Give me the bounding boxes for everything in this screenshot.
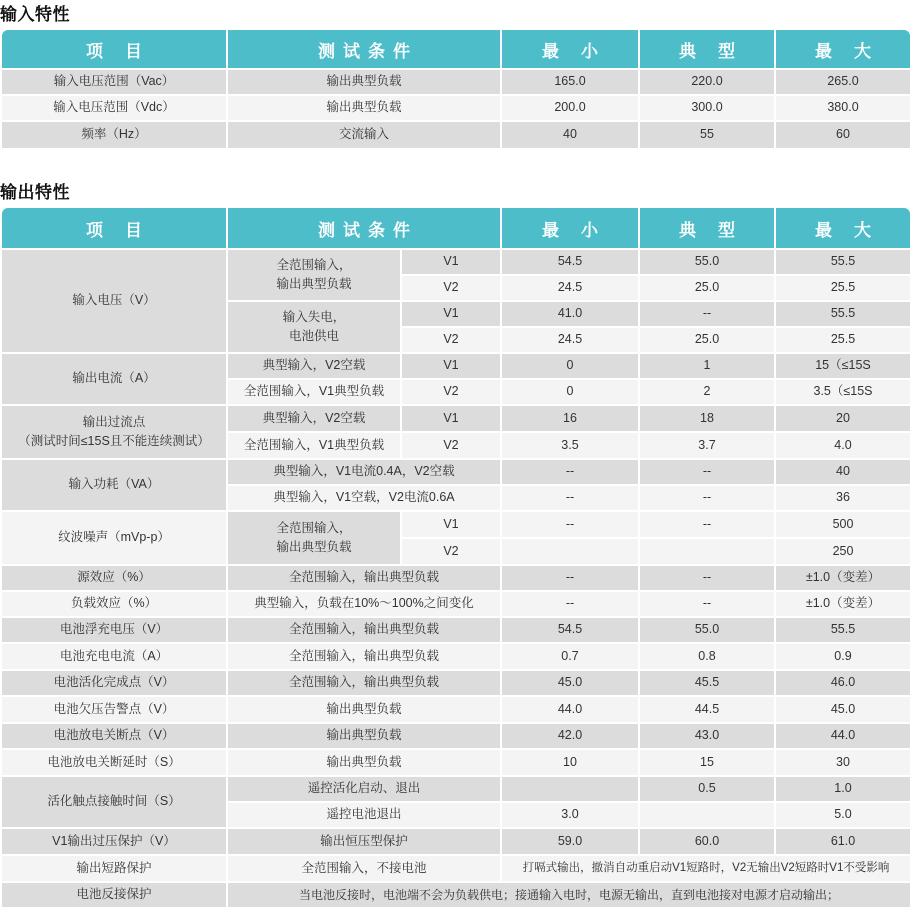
output-header-max: 最 大: [776, 208, 910, 248]
input-header-max: 最 大: [776, 30, 910, 68]
value-min: --: [502, 512, 638, 537]
value-max: 3.5（≤15S: [776, 380, 910, 404]
channel-v2: V2: [402, 380, 500, 404]
value-typ: 25.0: [640, 328, 774, 352]
input-row-min: 165.0: [502, 70, 638, 94]
output-header-item: 项 目: [2, 208, 226, 248]
value-min: --: [502, 460, 638, 484]
condition-line: 输入失电，: [282, 309, 346, 324]
condition-cell: 典型输入，V2空载: [228, 406, 400, 431]
condition-line: 全范围输入，: [276, 520, 352, 535]
condition-cell: 遥控活化启动、退出: [228, 777, 500, 801]
value-min: 54.5: [502, 618, 638, 642]
condition-cell: 全范围输入，输出典型负载: [228, 618, 500, 642]
condition-cell: [228, 302, 400, 352]
item-source-effect: 源效应（%）: [2, 566, 226, 590]
value-max: 25.5: [776, 276, 910, 300]
channel-v1: V1: [402, 302, 500, 326]
value-max: 15（≤15S: [776, 354, 910, 378]
output-header-min: 最 小: [502, 208, 638, 248]
input-row-condition: 输出典型负载: [228, 96, 500, 120]
value-min: [502, 539, 638, 564]
value-max: 46.0: [776, 671, 910, 695]
output-header-typ: 典 型: [640, 208, 774, 248]
value-max: 500: [776, 512, 910, 537]
condition-cell: 典型输入，V1电流0.4A，V2空载: [228, 460, 500, 484]
value-max: 45.0: [776, 697, 910, 722]
item-ripple-noise: 纹波噪声（mVp-p）: [2, 512, 226, 564]
condition-line: 输出典型负载: [276, 277, 352, 291]
condition-cell: 全范围输入，输出典型负载: [228, 566, 500, 590]
value-max: ±1.0（变差）: [776, 592, 910, 616]
item-float-voltage: 电池浮充电压（V）: [2, 618, 226, 642]
value-min: 16: [502, 406, 638, 431]
input-header-typ: 典 型: [640, 30, 774, 68]
value-min: 3.0: [502, 803, 638, 827]
value-max: 36: [776, 486, 910, 510]
item-charge-current: 电池充电电流（A）: [2, 644, 226, 669]
channel-v1: V1: [402, 512, 500, 537]
channel-v2: V2: [402, 276, 500, 300]
condition-cell: 典型输入，负载在10%～100%之间变化: [228, 592, 500, 616]
input-row-condition: 输出典型负载: [228, 70, 500, 94]
value-min: --: [502, 486, 638, 510]
item-output-current: 输出电流（A）: [2, 354, 226, 404]
value-typ: 3.7: [640, 433, 774, 458]
condition-cell: 全范围输入，V1典型负载: [228, 380, 400, 404]
item-overvoltage-protection: V1输出过压保护（V）: [2, 829, 226, 854]
value-typ: 0.8: [640, 644, 774, 669]
channel-v2: V2: [402, 539, 500, 564]
value-typ: 44.5: [640, 697, 774, 722]
channel-v2: V2: [402, 328, 500, 352]
value-typ: 60.0: [640, 829, 774, 854]
item-load-effect: 负载效应（%）: [2, 592, 226, 616]
item-discharge-delay: 电池放电关断延时（S）: [2, 750, 226, 775]
input-row-max: 380.0: [776, 96, 910, 120]
condition-cell: [228, 250, 400, 300]
value-typ: 55.0: [640, 250, 774, 274]
value-typ: 2: [640, 380, 774, 404]
input-row-condition: 交流输入: [228, 122, 500, 148]
output-section-title: 输出特性: [0, 183, 70, 203]
input-header-condition: 测试条件: [228, 30, 500, 68]
input-row-typ: 220.0: [640, 70, 774, 94]
value-typ: 55.0: [640, 618, 774, 642]
value-min: 0: [502, 354, 638, 378]
output-header-condition: 测试条件: [228, 208, 500, 248]
value-min: 0.7: [502, 644, 638, 669]
input-row-min: 40: [502, 122, 638, 148]
condition-cell: 遥控电池退出: [228, 803, 500, 827]
input-row-max: 60: [776, 122, 910, 148]
item-overcurrent-note: （测试时间≤15S且不能连续测试）: [18, 434, 210, 448]
condition-cell: 全范围输入，不接电池: [228, 856, 500, 881]
item-contact-time: 活化触点接触时间（S）: [2, 777, 226, 827]
item-overcurrent-label: 输出过流点: [82, 414, 146, 429]
input-row-typ: 300.0: [640, 96, 774, 120]
item-discharge-cutoff: 电池放电关断点（V）: [2, 724, 226, 748]
value-min: 10: [502, 750, 638, 775]
value-max: 55.5: [776, 250, 910, 274]
value-typ: [640, 539, 774, 564]
value-typ: 0.5: [640, 777, 774, 801]
value-typ: 45.5: [640, 671, 774, 695]
value-max: 44.0: [776, 724, 910, 748]
value-max: 30: [776, 750, 910, 775]
value-max: 40: [776, 460, 910, 484]
value-min: 3.5: [502, 433, 638, 458]
item-battery-reverse: 电池反接保护: [2, 883, 226, 907]
value-max: 4.0: [776, 433, 910, 458]
value-min: 54.5: [502, 250, 638, 274]
item-short-circuit: 输出短路保护: [2, 856, 226, 881]
input-row-item: 输入电压范围（Vdc）: [2, 96, 226, 120]
condition-line: 输出典型负载: [276, 540, 352, 554]
input-header-item: 项 目: [2, 30, 226, 68]
value-min: 42.0: [502, 724, 638, 748]
value-typ: --: [640, 486, 774, 510]
item-input-voltage: 输入电压（V）: [2, 250, 226, 352]
value-max: 61.0: [776, 829, 910, 854]
input-header-min: 最 小: [502, 30, 638, 68]
value-min: [502, 777, 638, 801]
channel-v1: V1: [402, 354, 500, 378]
value-min: 45.0: [502, 671, 638, 695]
channel-v1: V1: [402, 406, 500, 431]
input-row-item: 频率（Hz）: [2, 122, 226, 148]
input-row-max: 265.0: [776, 70, 910, 94]
value-typ: 43.0: [640, 724, 774, 748]
channel-v2: V2: [402, 433, 500, 458]
condition-cell: 输出典型负载: [228, 697, 500, 722]
value-min: 24.5: [502, 328, 638, 352]
value-typ: --: [640, 512, 774, 537]
value-min: 41.0: [502, 302, 638, 326]
condition-cell: 输出恒压型保护: [228, 829, 500, 854]
value-min: 24.5: [502, 276, 638, 300]
item-activation-complete: 电池活化完成点（V）: [2, 671, 226, 695]
value-max: 250: [776, 539, 910, 564]
value-typ: 25.0: [640, 276, 774, 300]
value-min: --: [502, 566, 638, 590]
value-min: --: [502, 592, 638, 616]
condition-cell: 输出典型负载: [228, 750, 500, 775]
input-row-item: 输入电压范围（Vac）: [2, 70, 226, 94]
condition-cell: 典型输入，V2空载: [228, 354, 400, 378]
condition-line: 全范围输入，: [276, 257, 352, 272]
value-max: 1.0: [776, 777, 910, 801]
condition-line: 电池供电: [288, 329, 339, 343]
value-min: 44.0: [502, 697, 638, 722]
condition-cell: 全范围输入，输出典型负载: [228, 671, 500, 695]
value-min: 0: [502, 380, 638, 404]
value-max: 20: [776, 406, 910, 431]
condition-cell: 典型输入，V1空载，V2电流0.6A: [228, 486, 500, 510]
value-max: 55.5: [776, 302, 910, 326]
value-max: 55.5: [776, 618, 910, 642]
value-typ: --: [640, 460, 774, 484]
input-row-min: 200.0: [502, 96, 638, 120]
value-max: 25.5: [776, 328, 910, 352]
value-min: 59.0: [502, 829, 638, 854]
short-circuit-note: 打嗝式输出，撤消自动重启动V1短路时，V2无输出V2短路时V1不受影响: [502, 856, 910, 881]
battery-reverse-note: 当电池反接时，电池端不会为负载供电；接通输入电时，电源无输出，直到电池接对电源才启动输出；: [228, 883, 910, 907]
condition-cell: 全范围输入，V1典型负载: [228, 433, 400, 458]
input-section-title: 输入特性: [0, 5, 70, 25]
value-typ: --: [640, 302, 774, 326]
condition-cell: [228, 512, 400, 564]
input-row-typ: 55: [640, 122, 774, 148]
item-input-power: 输入功耗（VA）: [2, 460, 226, 510]
channel-v1: V1: [402, 250, 500, 274]
item-overcurrent: [2, 406, 226, 458]
value-max: 5.0: [776, 803, 910, 827]
condition-cell: 输出典型负载: [228, 724, 500, 748]
item-undervoltage-alarm: 电池欠压告警点（V）: [2, 697, 226, 722]
value-max: ±1.0（变差）: [776, 566, 910, 590]
value-typ: --: [640, 566, 774, 590]
value-typ: --: [640, 592, 774, 616]
value-typ: 15: [640, 750, 774, 775]
value-typ: 1: [640, 354, 774, 378]
value-max: 0.9: [776, 644, 910, 669]
condition-cell: 全范围输入，输出典型负载: [228, 644, 500, 669]
value-typ: 18: [640, 406, 774, 431]
value-typ: [640, 803, 774, 827]
